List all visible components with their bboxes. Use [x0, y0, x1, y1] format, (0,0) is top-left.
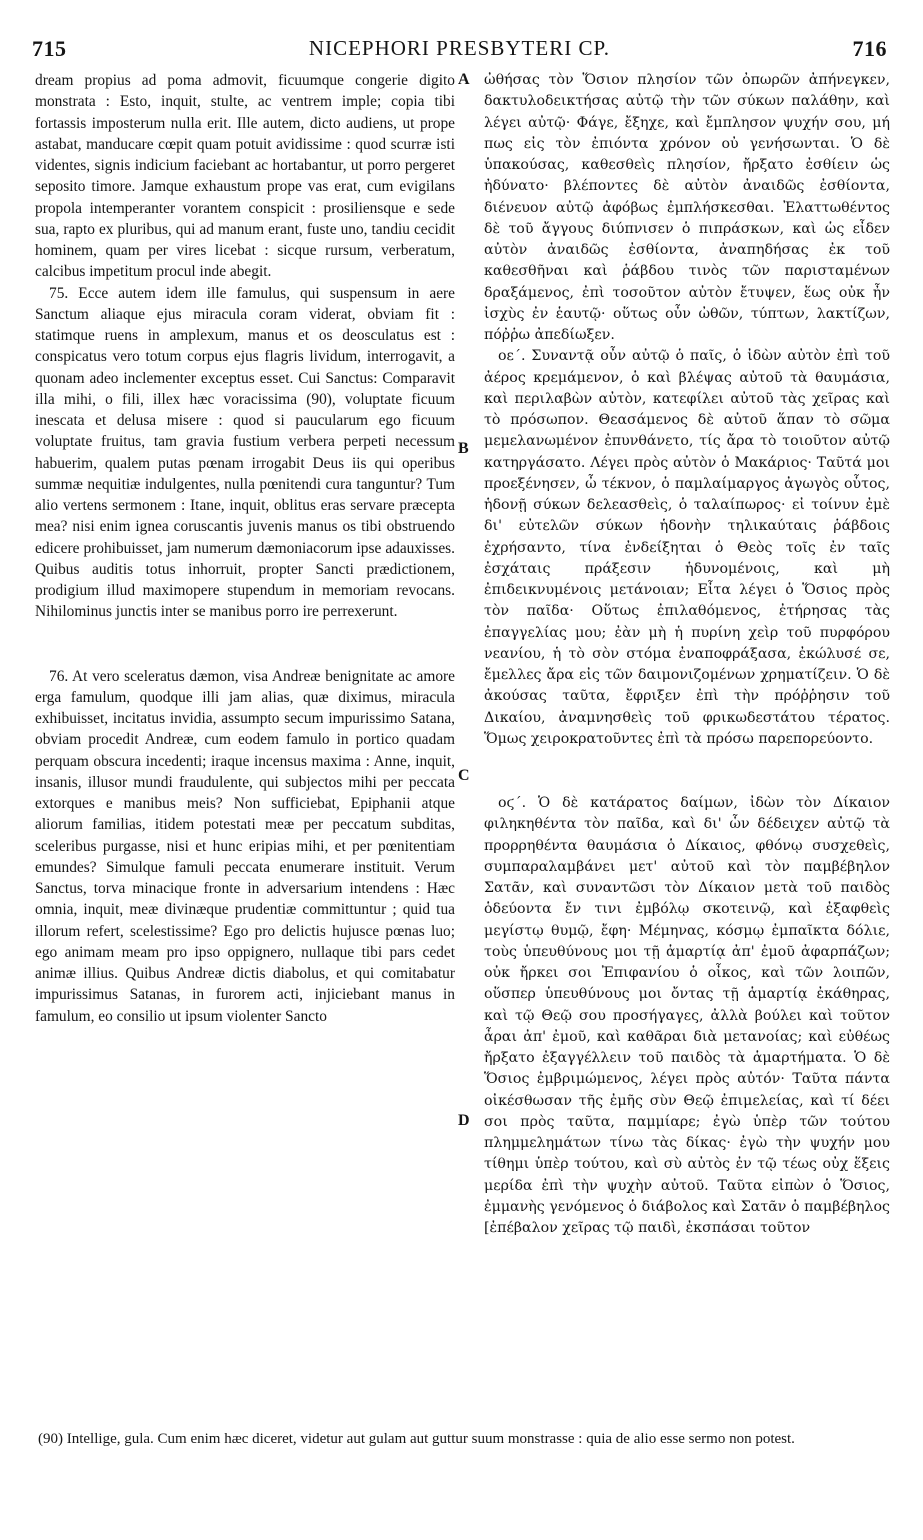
margin-marker-b: B: [458, 440, 469, 457]
greek-paragraph-1: ὠθήσας τὸν Ὅσιον πλησίον τῶν ὀπωρῶν ἀπήνεγκεν, δακτυλοδεικτήσας αὐτῷ τὴν τῶν σύκων παλάθην, καὶ λέγει αὐτῷ· Φάγε, ἔξηχε, καὶ ἔμπλησον ψυχήν σου, μή πως εἰς τὸν ἐπιόντα χρόνον οὐ γενήσωνται. Ὁ δὲ ὑπακούσας, καθεσθεὶς πλησίον, ἤρξατο ἐσθίειν ὡς ἠδύνατο· βλέποντες δὲ αὐτὸν ἀναιδῶς ἐσθίοντα, διένευον αὐτῷ ἀφόβως ἐμπλήσκεσθαι. Ἐλαττωθέντος δὲ τοῦ ἄγγους διύπνισεν ὁ πιπράσκων, καὶ ὡς εἶδεν αὐτὸν ἀναιδῶς ἐσθίοντα, ἀναπηδήσας ἐκ τοῦ καθεσθῆναι καὶ ῥάβδου τινὸς τῶν παρισταμένων δραξάμενος, ἐπὶ τοσοῦτον αὐτὸν ἔτυψεν, ἕως οὐκ ἦν ἰσχὺς ἐν ἑαυτῷ· οὕτως οὖν ὠθῶν, τύπτων, λακτίζων, πόῤῥω ἀπεδίωξεν.: [484, 72, 890, 343]
latin-paragraph-1: dream propius ad poma admovit, ficuumque congerie digito monstrata : Esto, inquit, stulte, ac ventrem imple; copia tibi fortassis imposterum nulla erit. Ille autem, dicto audiens, ut prope astabat, manducare cœpit quam potuit avidissime : quod scurræ isti videntes, signis indicium faciebant ac hortabantur, ut porro pergeret seposito timore. Jamque exhaustum prope vas erat, cum evigilans propola intemperanter vorantem conspicit : prosiliensque e sede sua, rapto ex pluribus, qui ad manum erant, fuste uno, tandiu cecidit hominem, quam per vires licebat : sicque rursum, verberatum, calcibus impetitum procul inde abegit.: [35, 72, 455, 281]
footnote: (90) Intellige, gula. Cum enim hæc diceret, videtur aut gulam aut guttur suum monstrasse : quia de alio esse sermo non potest.: [38, 1431, 795, 1447]
latin-paragraph-76: 76. At vero sceleratus dæmon, visa Andreæ benignitate ac amore erga famulum, quodque illi jam alias, quæ diximus, miracula exhibuisset, incitatus invidia, assumpto secum impurissimo Satana, obviam procedit Andreæ, cum eodem famulo in portico quadam perquam obscura incedenti; iraque incensus maxima : Anne, inquit, insanis, illusor mundi fraudulente, qui subjectos mihi per peccata extorques e manibus meis? Non sufficiebat, Epiphanii atque aliorum familias, itidem potestati meæ per peccatum subditas, sceleribus purgasse, nisi et hunc eripias mihi, et per pœnitentiam emundes? Simulque famuli peccata enumerare instituit. Verum Sanctus, torva minacique fronte in adversarium intendens : Hæc omnia, inquit, meæ divinæque prudentiæ committuntur ; quid tua illorum refert, scelestissime? Ego pro delictis hujusce pœnas luo; ego animam meam pro ipso oppignero, nullaque tibi pars cedet animæ illius. Quibus Andreæ dictis diabolus, et qui comitabatur impurissimus Satanas, in furorem acti, injiciebant manus in famulum, eo consilio ut ipsum violenter Sancto: [35, 667, 455, 1025]
page-header: [32, 36, 887, 66]
margin-marker-c: C: [458, 767, 470, 784]
page-number-right: 716: [852, 36, 887, 61]
greek-paragraph-75: οε΄. Συναντᾷ οὖν αὐτῷ ὁ παῖς, ὁ ἰδὼν αὐτὸν ἐπὶ τοῦ ἀέρος κρεμάμενον, ὁ καὶ βλέψας αὐτοῦ τὰ θαυμάσια, καὶ περιλαβὼν αὐτὸν, κατεφίλει αὐτοῦ τὰς χεῖρας καὶ τὸ πρόσωπον. Θεασάμενος δὲ αὐτοῦ ἅπαν τὸ σῶμα μεμελανωμένον ἐπυνθάνετο, τίς ἄρα τὸ τοιοῦτον αὐτῷ κατηργάσατο. Λέγει πρὸς αὐτὸν ὁ Μακάριος· Ταῦτά μοι προεξένησεν, ὦ τέκνον, ὁ παμλαίμαργος ἀγωγὸς οὗτος, ἡδονῇ σύκων δελεασθεὶς, ὁ ταλαίπωρος· εἰ τοίνυν ἐμὲ δι' εὐτελῶν σύκων ἡδονὴν τηλικαύταις ῥάβδοις ἐχρήσαντο, τίνα ἐνδείξηται ὁ Θεὸς τοῖς ἐν ταῖς ἐσχάταις πράξεσιν ἡδυνομένοις, καὶ μὴ ἐπιδεικνυμένοις μετάνοιαν; Εἶτα λέγει ὁ Ὅσιος πρὸς τὸν παῖδα· Οὕτως ἐπιλαθόμενος, ἐτήρησας τὰς ἐπαγγελίας μου; ἐὰν μὴ ἡ πυρίνη χεὶρ τοῦ πυρφόρου νεανίου, ἡ τὸ σὸν στόμα ἐναποφράξασα, ἐκώλυσέ σε, ἔμελλες ἄρα εἰς τῶν δαιμονιζομένων χρηματίζειν. Ὁ δὲ ἀκούσας ταῦτα, ἔφριξεν ἐπὶ τὴν πρόῤῥησιν τοῦ Δικαίου, ἀναμνησθεὶς τοῦ φρικωδεστάτου τέρατος. Ὅμως χειροκρατοῦντες ἐπὶ τὰ πρόσω παρεπορεύοντο.: [484, 348, 890, 747]
margin-marker-d: D: [458, 1112, 470, 1129]
column-gap: [35, 623, 455, 666]
greek-paragraph-76: οϛ΄. Ὁ δὲ κατάρατος δαίμων, ἰδὼν τὸν Δίκαιον φιληκηθέντα τὸν παῖδα, καὶ δι' ὧν δέδειχεν αὐτῷ τὰ προρρηθέντα θαυμάσια ὁ Δίκαιος, φθόνῳ συσχεθεὶς, συμπαραλαμβάνει μετ' αὐτοῦ καὶ τὸν παμβέβηλον Σατᾶν, καὶ συναντῶσι τὸν Δίκαιον μετὰ τοῦ παιδὸς ὁδεύοντα ἔν τινι ἐμβόλῳ σκοτεινῷ, καὶ ἐξαφθεὶς μεγίστῳ θυμῷ, ἔφη· Μέμηνας, κόσμῳ ἐμπαῖκτα δόλιε, τοὺς ὑπευθύνους μοι τῇ ἁμαρτίᾳ ἀπ' ἐμοῦ ἀφαρπάζων; οὐκ ἤρκει σοι Ἐπιφανίου ὁ οἶκος, καὶ τῶν λοιπῶν, οὕσπερ ὑπευθύνους μοι ὄντας τῇ ἁμαρτίᾳ ἐκάθηρας, καὶ τῷ Θεῷ σου προσήγαγες, ἀλλὰ βούλει καὶ τοῦτον ἆραι ἀπ' ἐμοῦ, καὶ καθᾶραι διὰ μετανοίας; καὶ εὐθέως ἤρξατο ἐξαγγέλλειν τοῦ παιδὸς τὰ ἁμαρτήματα. Ὁ δὲ Ὅσιος ἐμβριμώμενος, λέγει πρὸς αὐτόν· Ταῦτα πάντα οἰκέσθωσαν τῆς ἐμῆς σὺν Θεῷ ἐπιμελείας, καὶ τί δέει σοι πρὸς ταῦτα, παμμίαρε; ἐγὼ ὑπὲρ τῶν τούτου πλημμελημάτων τίνω τὰς δίκας· ἐγὼ τὴν ψυχήν μου τίθημι ὑπὲρ τούτου, καὶ σὺ αὐτὸς ἐν τῷ τέως οὐχ ἕξεις μερίδα ἐπὶ τὴν ψυχὴν αὐτοῦ. Ταῦτα εἰπὼν ὁ Ὅσιος, ἐμμανὴς γενόμενος ὁ διάβολος καὶ Σατᾶν ὁ παμβέβηλος [ἐπέβαλον χεῖρας τῷ παιδὶ, ἐκσπάσαι τοῦτον: [484, 795, 890, 1236]
column-gap: [484, 750, 890, 793]
margin-marker-a: A: [458, 71, 470, 88]
latin-column: [35, 70, 455, 1027]
latin-paragraph-75: 75. Ecce autem idem ille famulus, qui suspensum in aere Sanctum aliaque ejus miracula coram viderat, obviam fit : statimque ruens in amplexum, manus et os deosculatus est : conspicatus vero totum corpus ejus flagris lividum, interrogavit, a quonam adeo inclementer exceptus esset. Cui Sanctus: Comparavit illa mihi, o fili, illex hæc voracissima (90), voluptate ficuum inescata et delusa misere : quod si paucularum ego ficuum voluptate fruitus, tam gravia fustium verbera perpeti necessum habuerim, qualem putas pœnam irrogabit Deus iis qui operibus summæ nequitiæ indulgentes, nulla pœnitendi cura tanguntur? Tum alio vertens sermonem : Itane, inquit, oblitus eras servare præcepta mea? nisi enim ignea coruscantis juvenis manus os tibi obstruendo edicere prohibuisset, jam numerum dæmoniacorum ipse adauxisses. Quibus auditis totus inhorruit, propter Sancti prædictionem, prodigium illud maximopere stupendum in memoriam revocans. Nihilominus junctis inter se manibus porro ire perrexerunt.: [35, 284, 455, 621]
running-title: NICEPHORI PRESBYTERI CP.: [308, 36, 611, 60]
greek-column: [484, 70, 890, 1239]
page-number-left: 715: [32, 36, 67, 61]
